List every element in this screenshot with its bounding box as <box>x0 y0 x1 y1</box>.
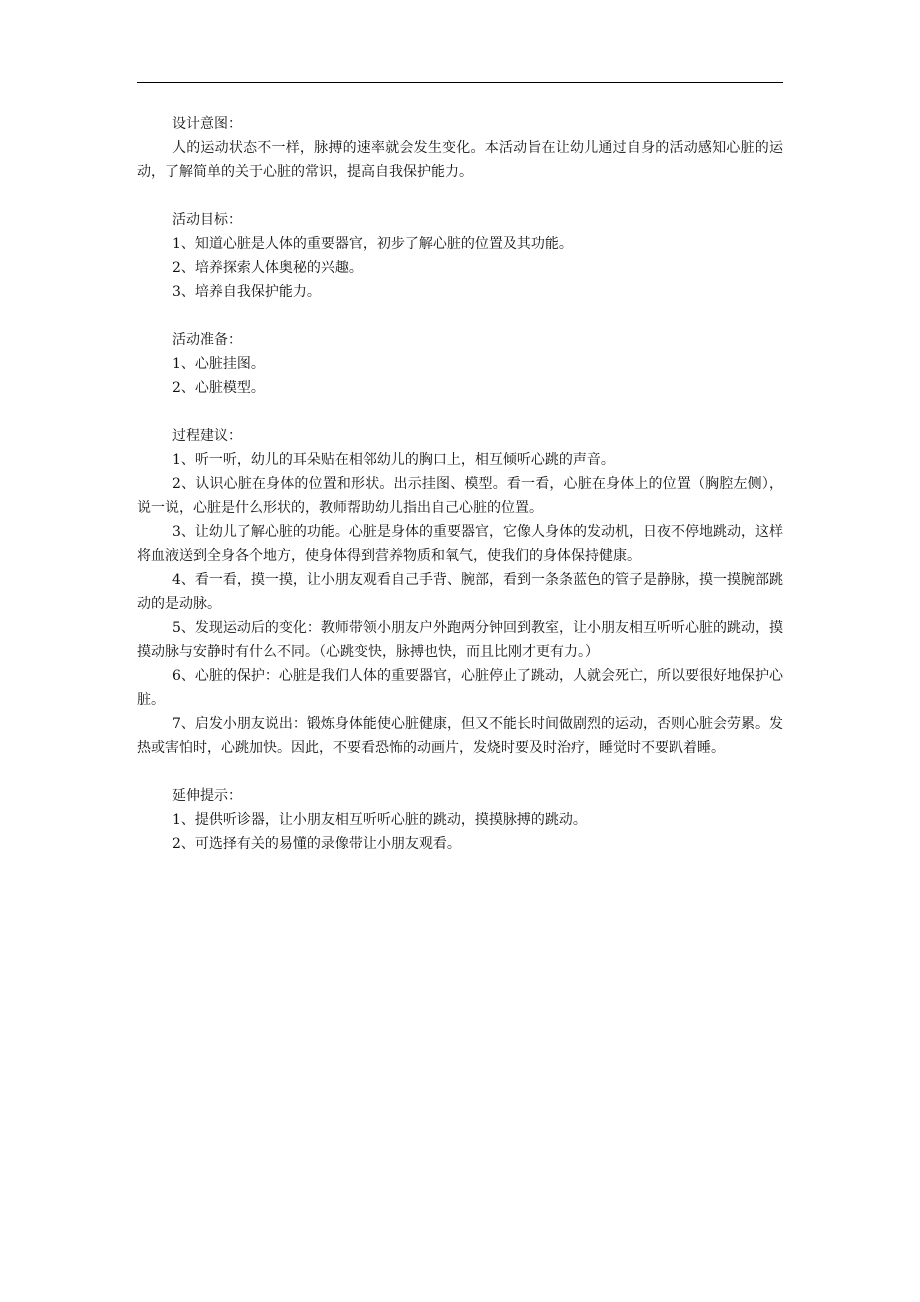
section-heading: 过程建议： <box>172 428 242 444</box>
list-item: 1、听一听，幼儿的耳朵贴在相邻幼儿的胸口上，相互倾听心跳的声音。 <box>172 452 615 468</box>
section-heading: 活动准备： <box>172 332 242 348</box>
paragraph: 人的运动状态不一样，脉搏的速率就会发生变化。本活动旨在让幼儿通过自身的活动感知心脏的运动，了解简单的关于心脏的常识，提高自我保护能力。 <box>137 140 783 180</box>
section-preparation <box>137 328 783 400</box>
list-item: 2、心脏模型。 <box>172 380 265 396</box>
list-item: 3、让幼儿了解心脏的功能。心脏是身体的重要器官，它像人身体的发动机，日夜不停地跳动，这样将血液送到全身各个地方，使身体得到营养物质和氧气，使我们的身体保持健康。 <box>137 524 783 564</box>
section-process <box>137 424 783 760</box>
section-heading: 延伸提示： <box>172 788 242 804</box>
list-item: 7、启发小朋友说出：锻炼身体能使心脏健康，但又不能长时间做剧烈的运动，否则心脏会劳累。发热或害怕时，心跳加快。因此，不要看恐怖的动画片，发烧时要及时治疗，睡觉时不要趴着睡。 <box>137 716 783 756</box>
section-extension <box>137 784 783 856</box>
list-item: 1、心脏挂图。 <box>172 356 265 372</box>
header-rule <box>137 82 783 83</box>
list-item: 2、认识心脏在身体的位置和形状。出示挂图、模型。看一看，心脏在身体上的位置（胸腔左侧），说一说，心脏是什么形状的，教师帮助幼儿指出自己心脏的位置。 <box>137 476 783 516</box>
list-item: 6、心脏的保护：心脏是我们人体的重要器官，心脏停止了跳动，人就会死亡，所以要很好地保护心脏。 <box>137 668 783 708</box>
list-item: 5、发现运动后的变化：教师带领小朋友户外跑两分钟回到教室，让小朋友相互听听心脏的跳动，摸摸动脉与安静时有什么不同。（心跳变快，脉搏也快，而且比刚才更有力。） <box>137 620 783 660</box>
section-design-intent <box>137 112 783 184</box>
list-item: 1、提供听诊器，让小朋友相互听听心脏的跳动，摸摸脉搏的跳动。 <box>172 812 587 828</box>
document-body <box>137 112 783 880</box>
list-item: 1、知道心脏是人体的重要器官，初步了解心脏的位置及其功能。 <box>172 236 573 252</box>
list-item: 3、培养自我保护能力。 <box>172 284 321 300</box>
list-item: 4、看一看，摸一摸，让小朋友观看自己手背、腕部，看到一条条蓝色的管子是静脉，摸一摸腕部跳动的是动脉。 <box>137 572 783 612</box>
list-item: 2、可选择有关的易懂的录像带让小朋友观看。 <box>172 836 461 852</box>
section-goals <box>137 208 783 304</box>
section-heading: 设计意图： <box>172 116 242 132</box>
list-item: 2、培养探索人体奥秘的兴趣。 <box>172 260 363 276</box>
section-heading: 活动目标： <box>172 212 242 228</box>
